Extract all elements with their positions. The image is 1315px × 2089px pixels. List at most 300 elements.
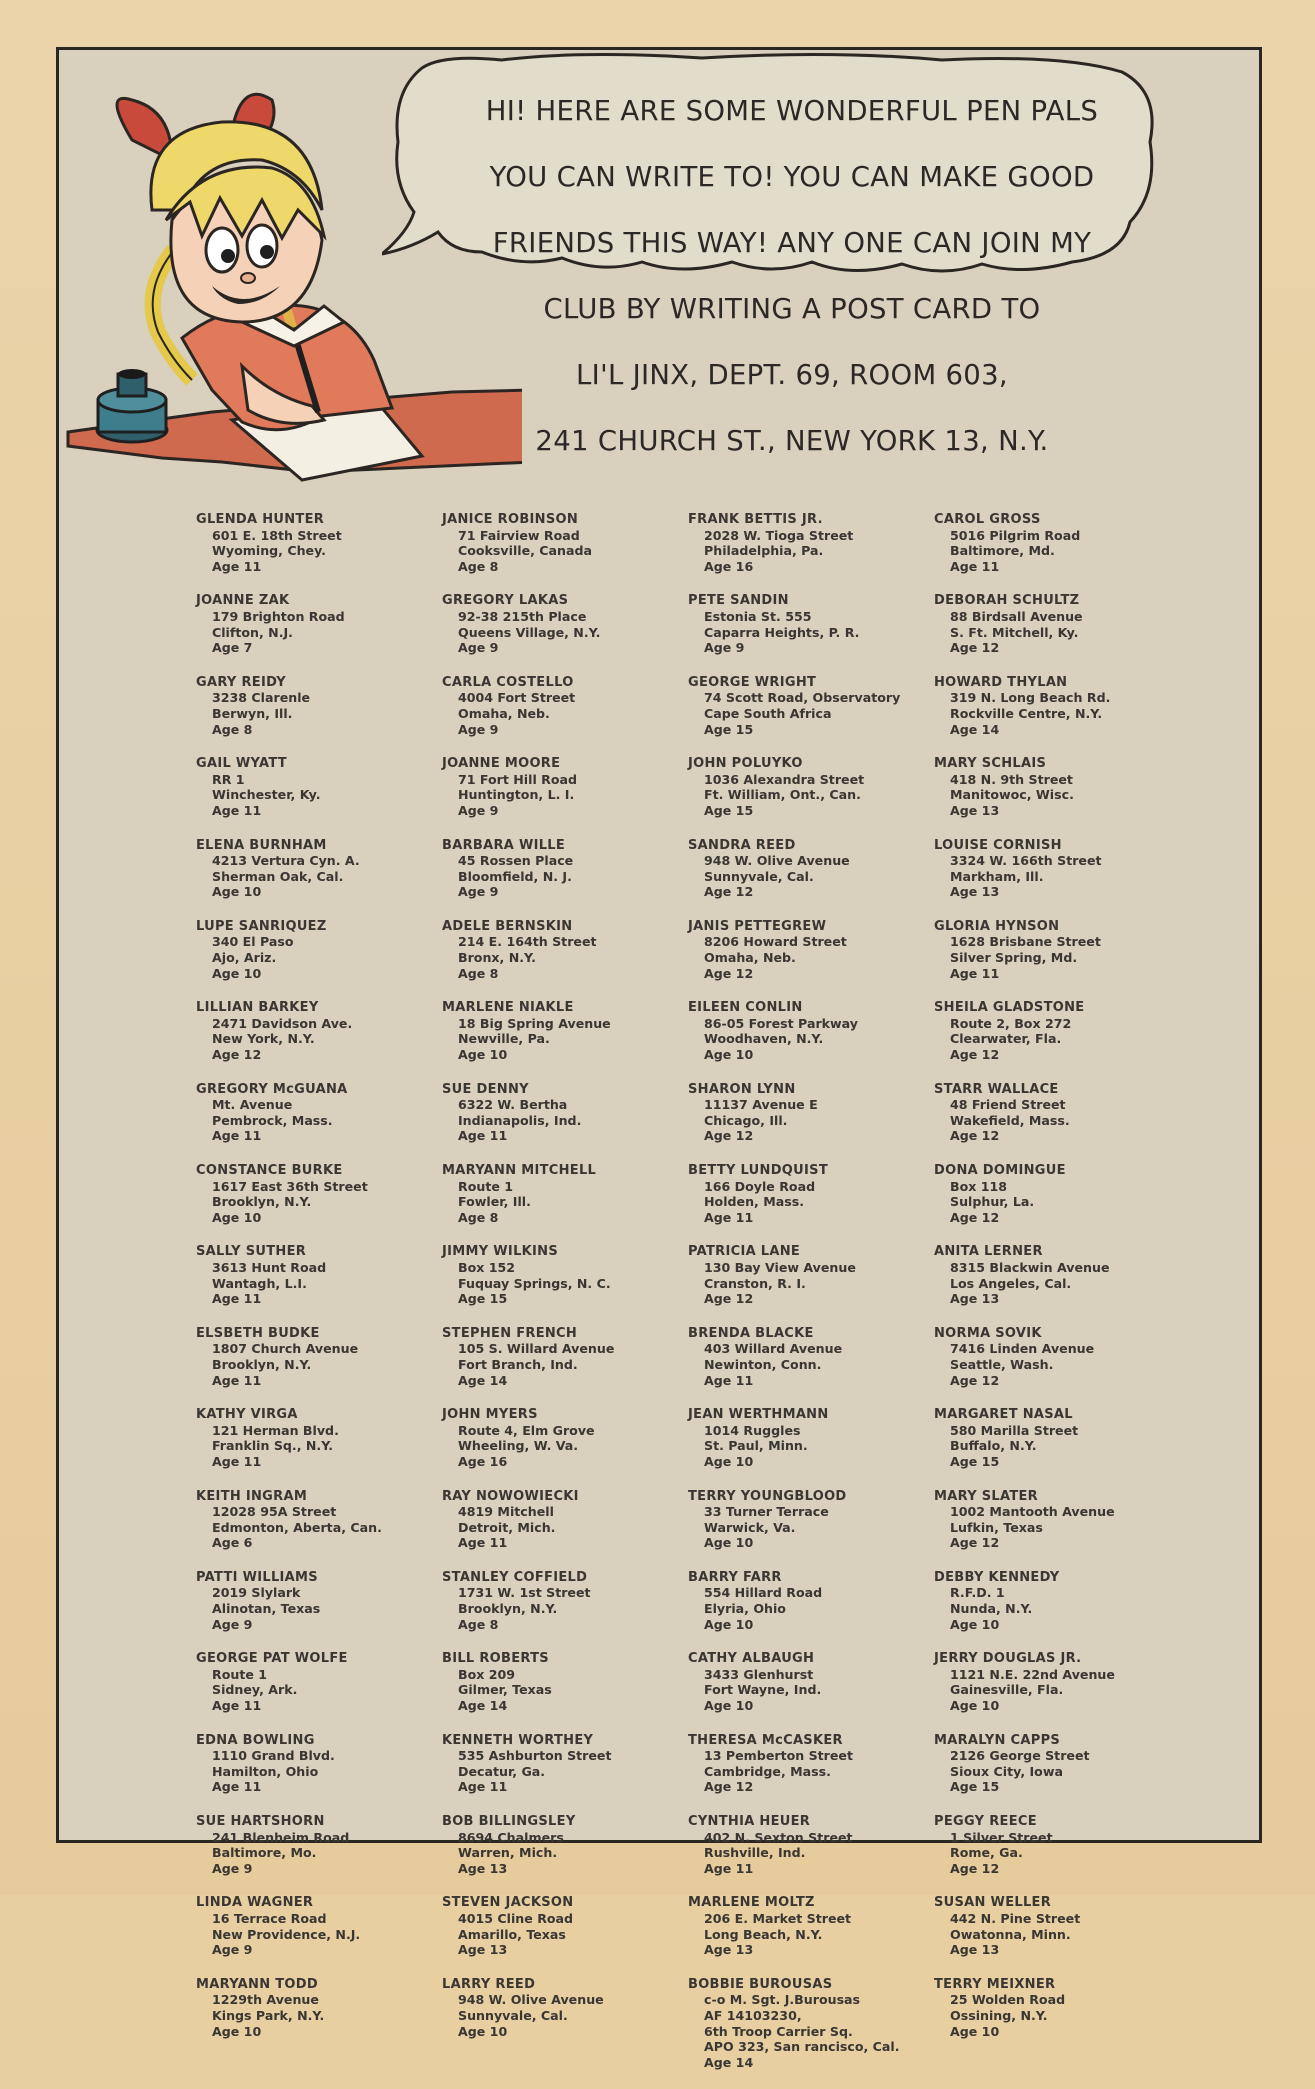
pen-pal-name: KEITH INGRAM [196,1488,308,1504]
pen-pal-address-line: Baltimore, Md. [950,543,1055,559]
pen-pal-address-line: Huntington, L. I. [458,787,575,803]
pen-pal-age: Age 11 [704,1860,754,1876]
pen-pal-entry [442,512,682,574]
pen-pal-age: Age 11 [950,965,1000,981]
pen-pal-address-line: Pembrock, Mass. [212,1112,333,1128]
pen-pal-address-line: Bronx, N.Y. [458,950,536,966]
pen-pal-age: Age 15 [950,1453,1000,1469]
pen-pal-age: Age 11 [212,1779,262,1795]
speech-balloon [382,52,1162,457]
pen-pal-address-line: 1110 Grand Blvd. [212,1748,335,1764]
pen-pal-age: Age 12 [704,1779,754,1795]
pen-pal-address-line: 1002 Mantooth Avenue [950,1504,1115,1520]
pen-pal-name: SUSAN WELLER [934,1895,1052,1911]
pen-pal-entry [934,1895,1174,1957]
pen-pal-age: Age 10 [212,884,262,900]
pen-pal-address-line: 71 Fort Hill Road [458,771,578,787]
pen-pal-name: DEBBY KENNEDY [934,1569,1060,1585]
pen-pal-entry [688,1651,928,1713]
pen-pal-name: GAIL WYATT [196,756,287,772]
pen-pal-address-line: Route 2, Box 272 [950,1015,1072,1031]
pen-pal-name: SHARON LYNN [688,1081,796,1097]
pen-pal-age: Age 10 [458,2023,508,2039]
pen-pal-age: Age 13 [704,1942,754,1958]
pen-pal-address-line: Omaha, Neb. [704,950,796,966]
pen-pal-age: Age 12 [950,640,1000,656]
pen-pal-entry [934,1000,1174,1062]
pen-pal-address-line: 3324 W. 166th Street [950,853,1102,869]
pen-pal-age: Age 12 [950,1372,1000,1388]
pen-pal-address-line: 13 Pemberton Street [704,1748,853,1764]
pen-pal-address-line: Brooklyn, N.Y. [212,1356,312,1372]
pen-pal-address-line: 2028 W. Tioga Street [704,527,854,543]
pen-pal-age: Age 15 [704,802,754,818]
pen-pal-address-line: Bloomfield, N. J. [458,868,572,884]
speech-balloon-text [442,62,1142,491]
pen-pal-address-line: Sioux City, Iowa [950,1763,1063,1779]
pen-pal-name: NORMA SOVIK [934,1325,1042,1341]
pen-pal-age: Age 13 [950,802,1000,818]
pen-pal-address-line: Box 118 [950,1178,1008,1194]
pen-pal-address-line: 3433 Glenhurst [704,1666,814,1682]
pen-pal-age: Age 15 [458,1291,508,1307]
pen-pal-name: FRANK BETTIS JR. [688,512,823,527]
pen-pal-column-4 [934,512,1174,2058]
pen-pal-address-line: Brooklyn, N.Y. [212,1194,312,1210]
pen-pal-entry [196,1814,436,1876]
pen-pal-address-line: Alinotan, Texas [212,1601,321,1617]
pen-pal-entry [688,1244,928,1306]
pen-pal-address-line: Box 209 [458,1666,516,1682]
pen-pal-age: Age 10 [458,1047,508,1063]
pen-pal-name: LILLIAN BARKEY [196,1000,319,1016]
pen-pal-name: DEBORAH SCHULTZ [934,593,1080,609]
pen-pal-name: GEORGE WRIGHT [688,674,817,690]
pen-pal-entry [442,1082,682,1144]
pen-pal-age: Age 10 [704,1453,754,1469]
pen-pal-address-line: 33 Turner Terrace [704,1504,829,1520]
pen-pal-age: Age 8 [458,1616,499,1632]
pen-pal-address-line: Decatur, Ga. [458,1763,546,1779]
pen-pal-address-line: 241 Blenheim Road [212,1829,350,1845]
pen-pal-entry [196,593,436,655]
pen-pal-address-line: 418 N. 9th Street [950,771,1073,787]
pen-pal-address-line: 319 N. Long Beach Rd. [950,690,1111,706]
pen-pal-age: Age 10 [212,965,262,981]
pen-pal-address-line: Cranston, R. I. [704,1275,806,1291]
pen-pal-age: Age 13 [458,1942,508,1958]
pen-pal-address-line: Omaha, Neb. [458,705,550,721]
pen-pal-name: CONSTANCE BURKE [196,1163,343,1178]
pen-pal-age: Age 12 [950,1047,1000,1063]
pen-pal-name: LOUISE CORNISH [934,837,1062,853]
pen-pal-address-line: 18 Big Spring Avenue [458,1015,611,1031]
pen-pal-address-line: Lufkin, Texas [950,1519,1043,1535]
pen-pal-entry [688,1814,928,1876]
pen-pal-name: GARY REIDY [196,674,286,690]
pen-pal-address-line: Newinton, Conn. [704,1356,822,1372]
pen-pal-entry [688,675,928,737]
pen-pal-entry [196,1082,436,1144]
pen-pal-age: Age 11 [212,802,262,818]
pen-pal-age: Age 12 [704,884,754,900]
pen-pal-entry [196,1570,436,1632]
pen-pal-name: GREGORY LAKAS [442,593,569,609]
pen-pal-entry [442,1733,682,1795]
pen-pal-address-line: 105 S. Willard Avenue [458,1341,615,1357]
pen-pal-address-line: 166 Doyle Road [704,1178,816,1194]
pen-pal-age: Age 13 [950,884,1000,900]
pen-pal-entry [934,1570,1174,1632]
pen-pal-age: Age 14 [704,2054,754,2070]
pen-pal-address-line: Sunnyvale, Cal. [704,868,814,884]
pen-pal-entry [934,1651,1174,1713]
balloon-line: 241 CHURCH ST., NEW YORK 13, N.Y. [535,425,1049,457]
pen-pal-address-line: 2126 George Street [950,1748,1090,1764]
pen-pal-age: Age 10 [212,2023,262,2039]
pen-pal-age: Age 15 [704,721,754,737]
pen-pal-age: Age 12 [950,1860,1000,1876]
pen-pal-age: Age 9 [212,1616,253,1632]
pen-pal-address-line: Philadelphia, Pa. [704,543,824,559]
pen-pal-entry [934,1407,1174,1469]
pen-pal-address-line: 402 N. Sexton Street [704,1829,853,1845]
pen-pal-age: Age 10 [704,1535,754,1551]
pen-pal-address-line: Markham, Ill. [950,868,1044,884]
pen-pal-address-line: Rushville, Ind. [704,1845,806,1861]
pen-pal-name: LUPE SANRIQUEZ [196,918,327,934]
pen-pal-name: PEGGY REECE [934,1814,1037,1829]
pen-pal-age: Age 13 [950,1942,1000,1958]
pen-pal-age: Age 9 [458,802,499,818]
pen-pal-entry [934,1244,1174,1306]
pen-pal-entry [934,512,1174,574]
pen-pal-age: Age 6 [212,1535,253,1551]
pen-pal-name: BETTY LUNDQUIST [688,1163,828,1178]
pen-pal-age: Age 13 [458,1860,508,1876]
pen-pal-name: JEAN WERTHMANN [688,1407,829,1423]
pen-pal-address-line: 554 Hillard Road [704,1585,823,1601]
pen-pal-name: ADELE BERNSKIN [442,918,573,934]
pen-pal-entry [934,675,1174,737]
pen-pal-address-line: R.F.D. 1 [950,1585,1005,1601]
pen-pal-address-line: 403 Willard Avenue [704,1341,843,1357]
pen-pal-address-line: Clifton, N.J. [212,624,293,640]
pen-pal-address-line: Winchester, Ky. [212,787,321,803]
pen-pal-entry [688,1570,928,1632]
pen-pal-age: Age 9 [458,884,499,900]
pen-pal-name: GEORGE PAT WOLFE [196,1651,348,1667]
pen-pal-name: GREGORY McGUANA [196,1081,348,1097]
balloon-line: FRIENDS THIS WAY! ANY ONE CAN JOIN MY [492,227,1092,259]
pen-pal-entry [688,1733,928,1795]
pen-pal-address-line: Woodhaven, N.Y. [704,1031,824,1047]
pen-pal-name: BARRY FARR [688,1569,782,1585]
pen-pal-name: MARALYN CAPPS [934,1732,1061,1748]
pen-pal-address-line: 25 Wolden Road [950,1992,1066,2008]
pen-pal-age: Age 8 [458,965,499,981]
pen-pal-address-line: 1807 Church Avenue [212,1341,359,1357]
pen-pal-entry [442,1489,682,1551]
pen-pal-entry [196,512,436,574]
pen-pal-address-line: 88 Birdsall Avenue [950,608,1083,624]
pen-pal-name: MARY SLATER [934,1488,1038,1504]
pen-pal-entry [934,1163,1174,1225]
pen-pal-address-line: Brooklyn, N.Y. [458,1601,558,1617]
pen-pal-entry [934,1977,1174,2039]
pen-pal-address-line: Silver Spring, Md. [950,950,1078,966]
pen-pal-address-line: Queens Village, N.Y. [458,624,601,640]
pen-pal-age: Age 11 [950,558,1000,574]
pen-pal-name: BILL ROBERTS [442,1651,549,1667]
pen-pal-address-line: Sulphur, La. [950,1194,1035,1210]
pen-pal-entry [442,838,682,900]
pen-pal-entry [688,1407,928,1469]
pen-pal-name: JOHN MYERS [442,1407,538,1423]
pen-pal-address-line: 580 Marilla Street [950,1422,1079,1438]
pen-pal-address-line: 48 Friend Street [950,1097,1066,1113]
pen-pal-address-line: 179 Brighton Road [212,608,345,624]
pen-pal-address-line: Caparra Heights, P. R. [704,624,860,640]
pen-pal-address-line: 948 W. Olive Avenue [704,853,850,869]
pen-pal-name: PETE SANDIN [688,593,789,609]
balloon-line: HI! HERE ARE SOME WONDERFUL PEN PALS [485,95,1099,127]
pen-pal-age: Age 10 [950,1698,1000,1714]
pen-pal-entry [196,1244,436,1306]
pen-pal-age: Age 10 [212,1209,262,1225]
pen-pal-address-line: Cambridge, Mass. [704,1763,831,1779]
pen-pal-name: ELSBETH BUDKE [196,1325,320,1341]
pen-pal-address-line: Buffalo, N.Y. [950,1438,1037,1454]
inkwell-icon [97,369,167,442]
pen-pal-address-line: 206 E. Market Street [704,1910,852,1926]
pen-pal-address-line: Rockville Centre, N.Y. [950,705,1103,721]
pen-pal-name: JANIS PETTEGREW [688,918,827,934]
pen-pal-name: SALLY SUTHER [196,1244,307,1260]
pen-pal-address-line: Cape South Africa [704,705,832,721]
pen-pal-address-line: Fort Branch, Ind. [458,1356,578,1372]
pen-pal-age: Age 12 [212,1047,262,1063]
pen-pal-address-line: 442 N. Pine Street [950,1910,1081,1926]
pen-pal-address-line: 8694 Chalmers [458,1829,564,1845]
pen-pal-entry [442,756,682,818]
pen-pal-address-line: 1036 Alexandra Street [704,771,865,787]
pen-pal-address-line: Wyoming, Chey. [212,543,326,559]
pen-pal-address-line: Warren, Mich. [458,1845,558,1861]
pen-pal-name: ANITA LERNER [934,1244,1043,1260]
pen-pal-name: DONA DOMINGUE [934,1163,1066,1178]
pen-pal-address-line: 1617 East 36th Street [212,1178,368,1194]
pen-pal-address-line: Manitowoc, Wisc. [950,787,1074,803]
pen-pal-address-line: 4004 Fort Street [458,690,576,706]
pen-pal-age: Age 11 [458,1535,508,1551]
pen-pal-name: CYNTHIA HEUER [688,1814,811,1829]
pen-pal-entry [442,919,682,981]
pen-pal-entry [442,593,682,655]
pen-pal-name: MARYANN MITCHELL [442,1163,597,1178]
pen-pal-address-line: Clearwater, Fla. [950,1031,1062,1047]
pen-pal-address-line: Route 4, Elm Grove [458,1422,595,1438]
pen-pal-entry [196,675,436,737]
pen-pal-name: RAY NOWOWIECKI [442,1488,579,1504]
pen-pal-address-line: 71 Fairview Road [458,527,580,543]
pen-pal-entry [196,1733,436,1795]
pen-pal-entry [196,1326,436,1388]
pen-pal-address-line: Owatonna, Minn. [950,1926,1071,1942]
pen-pal-name: JOANNE MOORE [442,756,561,772]
pen-pal-address-line: Ossining, N.Y. [950,2007,1048,2023]
pen-pal-address-line: 3613 Hunt Road [212,1259,327,1275]
pen-pal-name: KENNETH WORTHEY [442,1732,594,1748]
pen-pal-address-line: 2019 Slylark [212,1585,301,1601]
pen-pal-name: SANDRA REED [688,837,796,853]
pen-pal-entry [934,1814,1174,1876]
pen-pal-name: STEPHEN FRENCH [442,1325,578,1341]
pen-pal-name: GLORIA HYNSON [934,918,1060,934]
pen-pal-name: JANICE ROBINSON [442,512,579,527]
pen-pal-entry [442,1000,682,1062]
pen-pal-entry [442,1651,682,1713]
pen-pal-age: Age 16 [458,1453,508,1469]
pen-pal-entry [934,1082,1174,1144]
pen-pal-address-line: Baltimore, Mo. [212,1845,317,1861]
pen-pal-address-line: 601 E. 18th Street [212,527,342,543]
pen-pal-entry [688,593,928,655]
pen-pal-address-line: 74 Scott Road, Observatory [704,690,901,706]
pen-pal-address-line: 6th Troop Carrier Sq. [704,2023,853,2039]
balloon-line: CLUB BY WRITING A POST CARD TO [543,293,1041,325]
pen-pal-age: Age 10 [704,1616,754,1632]
pen-pal-address-line: 8206 Howard Street [704,934,847,950]
pen-pal-name: JIMMY WILKINS [442,1244,558,1260]
pen-pal-name: MARLENE NIAKLE [442,1000,574,1016]
pen-pal-entry [688,512,928,574]
pen-pal-address-line: 5016 Pilgrim Road [950,527,1081,543]
pen-pal-address-line: Sherman Oak, Cal. [212,868,344,884]
pen-pal-name: CAROL GROSS [934,512,1041,527]
pen-pal-name: TERRY MEIXNER [934,1976,1056,1992]
pen-pal-address-line: 4213 Vertura Cyn. A. [212,853,360,869]
pen-pal-address-line: Sunnyvale, Cal. [458,2007,568,2023]
pen-pal-address-line: AF 14103230, [704,2007,802,2023]
pen-pal-name: STEVEN JACKSON [442,1895,574,1911]
pen-pal-entry [442,1326,682,1388]
pen-pal-name: BARBARA WILLE [442,837,566,853]
pen-pal-address-line: Amarillo, Texas [458,1926,566,1942]
pen-pal-name: CARLA COSTELLO [442,674,574,690]
pen-pal-name: STARR WALLACE [934,1081,1059,1097]
pen-pal-entry [688,838,928,900]
pen-pal-entry [196,1895,436,1957]
pen-pal-address-line: APO 323, San rancisco, Cal. [704,2039,900,2055]
pen-pal-address-line: Detroit, Mich. [458,1519,556,1535]
pen-pal-address-line: Sidney, Ark. [212,1682,298,1698]
pen-pal-age: Age 12 [704,1128,754,1144]
pen-pal-entry [442,1244,682,1306]
pen-pal-entry [688,1082,928,1144]
pen-pal-name: JERRY DOUGLAS JR. [934,1651,1082,1667]
pen-pal-name: SUE HARTSHORN [196,1814,325,1829]
pen-pal-address-line: Mt. Avenue [212,1097,293,1113]
pen-pal-name: MARGARET NASAL [934,1407,1073,1423]
pen-pal-address-line: Ft. William, Ont., Can. [704,787,861,803]
pen-pal-address-line: Chicago, Ill. [704,1112,788,1128]
pen-pal-name: SUE DENNY [442,1081,529,1097]
pen-pal-entry [196,1000,436,1062]
pen-pal-age: Age 11 [458,1128,508,1144]
balloon-line: LI'L JINX, DEPT. 69, ROOM 603, [576,359,1008,391]
pen-pal-column-1 [196,512,436,2058]
pen-pal-age: Age 8 [458,558,499,574]
pen-pal-entry [196,1163,436,1225]
pen-pal-age: Age 12 [704,965,754,981]
pen-pal-name: EILEEN CONLIN [688,1000,803,1016]
pen-pal-address-line: Route 1 [212,1666,268,1682]
pen-pal-age: Age 10 [704,1047,754,1063]
pen-pal-address-line: 214 E. 164th Street [458,934,597,950]
pen-pal-name: EDNA BOWLING [196,1732,315,1748]
pen-pal-address-line: 16 Terrace Road [212,1910,327,1926]
pen-pal-address-line: Gilmer, Texas [458,1682,552,1698]
pen-pal-entry [442,1407,682,1469]
pen-pal-address-line: RR 1 [212,771,245,787]
pen-pal-address-line: Gainesville, Fla. [950,1682,1064,1698]
pen-pal-address-line: 1 Silver Street [950,1829,1053,1845]
pen-pal-age: Age 11 [704,1372,754,1388]
pen-pal-address-line: 1229th Avenue [212,1992,319,2008]
pen-pal-address-line: 45 Rossen Place [458,853,574,869]
pen-pal-name: PATRICIA LANE [688,1244,801,1260]
pen-pal-address-line: 130 Bay View Avenue [704,1259,856,1275]
balloon-line: YOU CAN WRITE TO! YOU CAN MAKE GOOD [489,161,1095,193]
pen-pal-address-line: Box 152 [458,1259,516,1275]
pen-pal-name: STANLEY COFFIELD [442,1569,588,1585]
pen-pal-address-line: 2471 Davidson Ave. [212,1015,353,1031]
pen-pal-address-line: 121 Herman Blvd. [212,1422,339,1438]
pen-pal-age: Age 8 [212,721,253,737]
pen-pal-address-line: Nunda, N.Y. [950,1601,1033,1617]
pen-pal-entry [688,1163,928,1225]
pen-pal-address-line: Berwyn, Ill. [212,705,293,721]
pen-pal-entry [688,1977,928,2071]
pen-pal-address-line: 340 El Paso [212,934,294,950]
pen-pal-address-line: 4015 Cline Road [458,1910,574,1926]
pen-pal-age: Age 14 [458,1698,508,1714]
pen-pal-name: HOWARD THYLAN [934,674,1068,690]
pen-pal-name: ELENA BURNHAM [196,837,327,853]
pen-pal-address-line: St. Paul, Minn. [704,1438,808,1454]
pen-pal-column-2 [442,512,682,2058]
pen-pal-address-line: New Providence, N.J. [212,1926,361,1942]
pen-pal-age: Age 9 [212,1942,253,1958]
pen-pal-entry [688,1489,928,1551]
pen-pal-address-line: Hamilton, Ohio [212,1763,319,1779]
pen-pal-address-line: Estonia St. 555 [704,608,812,624]
pen-pal-address-line: Wantagh, L.I. [212,1275,307,1291]
pen-pal-age: Age 14 [458,1372,508,1388]
pen-pal-address-line: Kings Park, N.Y. [212,2007,325,2023]
pen-pal-address-line: Route 1 [458,1178,514,1194]
pen-pal-address-line: Fort Wayne, Ind. [704,1682,822,1698]
pen-pal-entry [688,1326,928,1388]
pen-pal-age: Age 10 [950,1616,1000,1632]
pen-pal-address-line: Long Beach, N.Y. [704,1926,823,1942]
pen-pal-age: Age 7 [212,640,253,656]
pen-pal-entry [688,919,928,981]
pen-pal-entry [196,1977,436,2039]
pen-pal-name: LINDA WAGNER [196,1895,314,1911]
pen-pal-age: Age 14 [950,721,1000,737]
